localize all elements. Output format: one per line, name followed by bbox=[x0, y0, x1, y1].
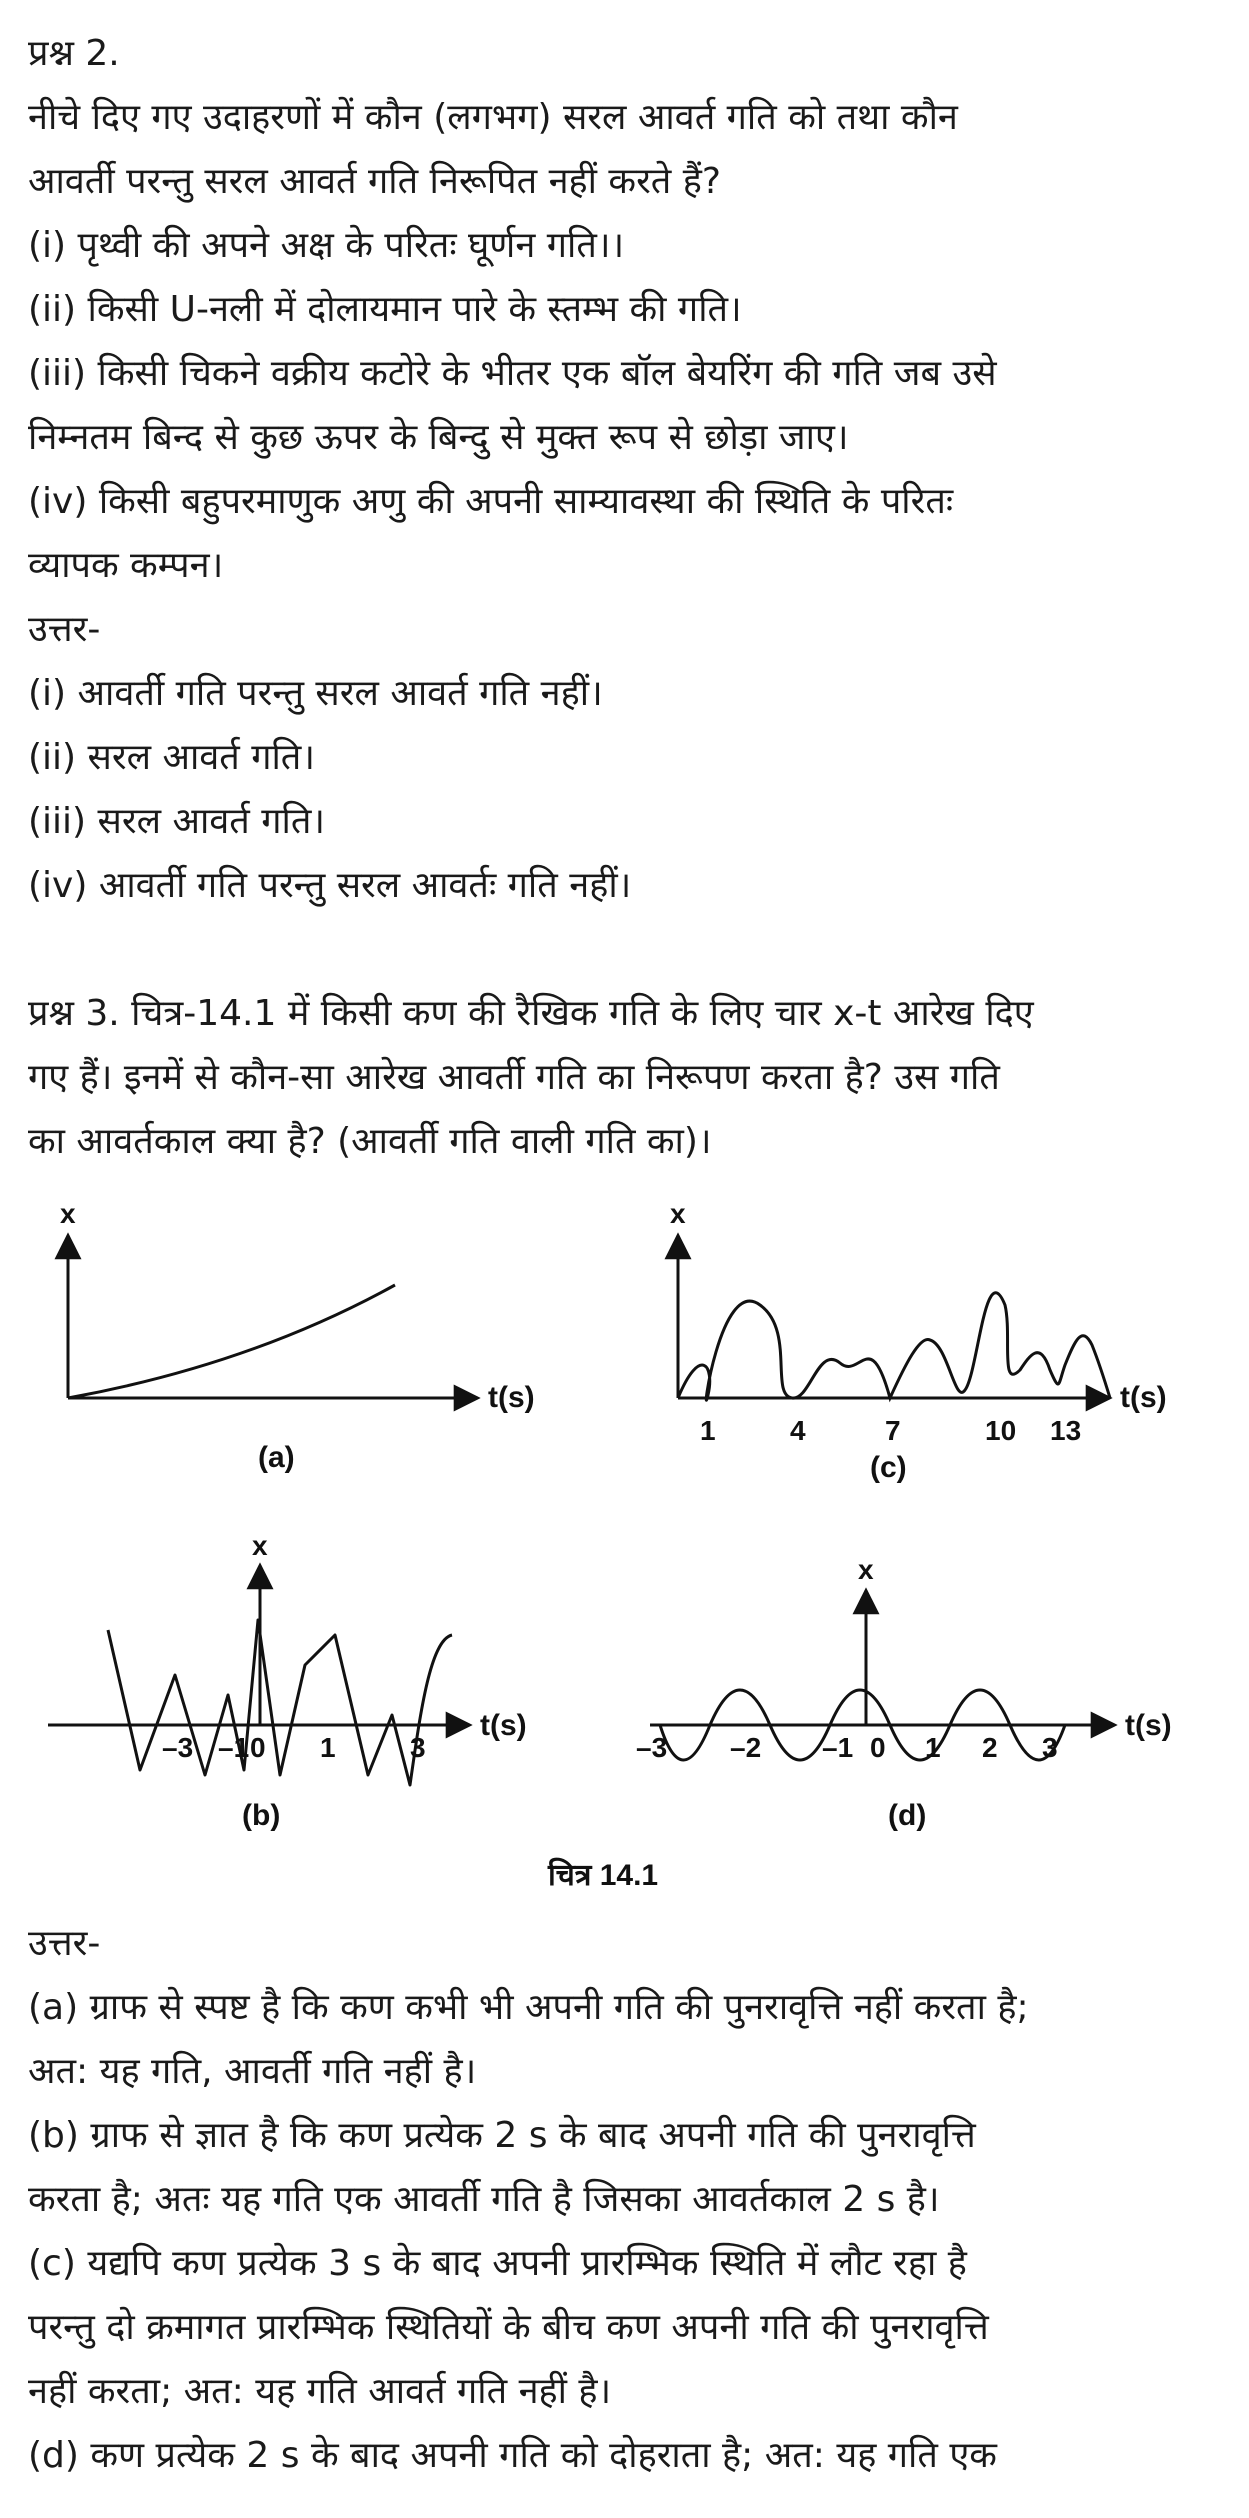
q2-question-line: निम्नतम बिन्द से कुछ ऊपर के बिन्दु से मुक्त रूप से छोड़ा जाए। bbox=[28, 417, 849, 458]
panel-d-y-label: x bbox=[858, 1554, 874, 1585]
panel-b-tick: 1 bbox=[320, 1732, 336, 1763]
panel-b bbox=[48, 1530, 527, 1832]
panel-c-x-label: t(s) bbox=[1120, 1381, 1167, 1414]
panel-a-y-label: x bbox=[60, 1198, 76, 1229]
panel-c-tick: 10 bbox=[985, 1415, 1017, 1446]
q3-answer-line: (d) कण प्रत्येक 2 s के बाद अपनी गति को दोहराता है; अत: यह गति एक bbox=[28, 2435, 997, 2476]
panel-c-curve bbox=[678, 1293, 1110, 1400]
q2-heading: प्रश्न 2. bbox=[28, 33, 120, 74]
q2-question-line: (iii) किसी चिकने वक्रीय कटोरे के भीतर एक बॉल बेयरिंग की गति जब उसे bbox=[28, 353, 997, 394]
panel-d-label: (d) bbox=[888, 1799, 927, 1832]
q3-question-line: गए हैं। इनमें से कौन-सा आरेख आवर्ती गति का निरूपण करता है? उस गति bbox=[28, 1057, 1000, 1098]
panel-a-x-label: t(s) bbox=[488, 1381, 535, 1414]
panel-b-label: (b) bbox=[242, 1799, 281, 1832]
panel-a bbox=[60, 1198, 535, 1474]
panel-b-curve bbox=[108, 1620, 452, 1785]
panel-b-x-label: t(s) bbox=[480, 1709, 527, 1742]
q3-answer-line: (b) ग्राफ से ज्ञात है कि कण प्रत्येक 2 s के बाद अपनी गति की पुनरावृत्ति bbox=[28, 2115, 976, 2156]
q2-answer-line: (i) आवर्ती गति परन्तु सरल आवर्त गति नहीं। bbox=[28, 673, 603, 714]
q2-question-line: नीचे दिए गए उदाहरणों में कौन (लगभग) सरल आवर्त गति को तथा कौन bbox=[28, 97, 958, 138]
figure-svg bbox=[0, 1195, 1249, 1905]
q2-question-line: व्यापक कम्पन। bbox=[28, 545, 224, 586]
panel-c-tick: 7 bbox=[885, 1415, 901, 1446]
q3-answer-line: परन्तु दो क्रमागत प्रारम्भिक स्थितियों के बीच कण अपनी गति की पुनरावृत्ति bbox=[28, 2307, 989, 2348]
panel-d-tick: –2 bbox=[730, 1732, 762, 1763]
q3-question-line: का आवर्तकाल क्या है? (आवर्ती गति वाली गति का)। bbox=[28, 1121, 712, 1162]
panel-d-tick: 2 bbox=[982, 1732, 998, 1763]
panel-d-tick: –1 bbox=[822, 1732, 854, 1763]
panel-c-label: (c) bbox=[870, 1451, 907, 1484]
q2-answer-line: (iv) आवर्ती गति परन्तु सरल आवर्तः गति नहीं। bbox=[28, 865, 632, 906]
q2-question-line: (ii) किसी U-नली में दोलायमान पारे के स्तम्भ की गति। bbox=[28, 289, 742, 330]
q2-answer-line: (ii) सरल आवर्त गति। bbox=[28, 737, 315, 778]
panel-d-tick: –3 bbox=[636, 1732, 668, 1763]
panel-d-tick: 3 bbox=[1042, 1732, 1058, 1763]
q2-question-line: (i) पृथ्वी की अपने अक्ष के परितः घूर्णन गति।। bbox=[28, 225, 625, 266]
figure-14-1 bbox=[0, 1195, 1249, 1905]
q3-answer-line: नहीं करता; अत: यह गति आवर्त गति नहीं है। bbox=[28, 2371, 612, 2412]
panel-b-tick: –1 bbox=[218, 1732, 250, 1763]
panel-a-label: (a) bbox=[258, 1441, 295, 1474]
q3-answer-line: अत: यह गति, आवर्ती गति नहीं है। bbox=[28, 2051, 477, 2092]
panel-d bbox=[636, 1554, 1172, 1832]
panel-c-y-label: x bbox=[670, 1198, 686, 1229]
panel-c bbox=[670, 1198, 1167, 1484]
panel-b-tick: 3 bbox=[410, 1732, 426, 1763]
panel-d-x-label: t(s) bbox=[1125, 1709, 1172, 1742]
panel-c-tick: 4 bbox=[790, 1415, 806, 1446]
q3-question-line: प्रश्न 3. चित्र-14.1 में किसी कण की रैखिक गति के लिए चार x-t आरेख दिए bbox=[28, 993, 1034, 1034]
panel-c-tick: 1 bbox=[700, 1415, 716, 1446]
panel-c-tick: 13 bbox=[1050, 1415, 1082, 1446]
panel-d-tick: 0 bbox=[870, 1732, 886, 1763]
q2-answer-label: उत्तर- bbox=[28, 609, 101, 650]
panel-b-y-label: x bbox=[252, 1530, 268, 1561]
q3-answer-line: (c) यद्यपि कण प्रत्येक 3 s के बाद अपनी प्रारम्भिक स्थिति में लौट रहा है bbox=[28, 2243, 967, 2284]
q3-answer-label: उत्तर- bbox=[28, 1923, 101, 1964]
panel-a-curve bbox=[68, 1285, 395, 1398]
figure-caption: चित्र 14.1 bbox=[548, 1859, 659, 1892]
q3-answer-line: (a) ग्राफ से स्पष्ट है कि कण कभी भी अपनी गति की पुनरावृत्ति नहीं करता है; bbox=[28, 1987, 1029, 2028]
panel-b-tick: 0 bbox=[250, 1732, 266, 1763]
panel-b-tick: –3 bbox=[162, 1732, 194, 1763]
q2-question-line: आवर्ती परन्तु सरल आवर्त गति निरूपित नहीं करते हैं? bbox=[28, 161, 721, 202]
panel-d-tick: 1 bbox=[925, 1732, 941, 1763]
q2-answer-line: (iii) सरल आवर्त गति। bbox=[28, 801, 325, 842]
q2-question-line: (iv) किसी बहुपरमाणुक अणु की अपनी साम्यावस्था की स्थिति के परितः bbox=[28, 481, 954, 522]
q3-answer-line: करता है; अतः यह गति एक आवर्ती गति है जिसका आवर्तकाल 2 s है। bbox=[28, 2179, 940, 2220]
